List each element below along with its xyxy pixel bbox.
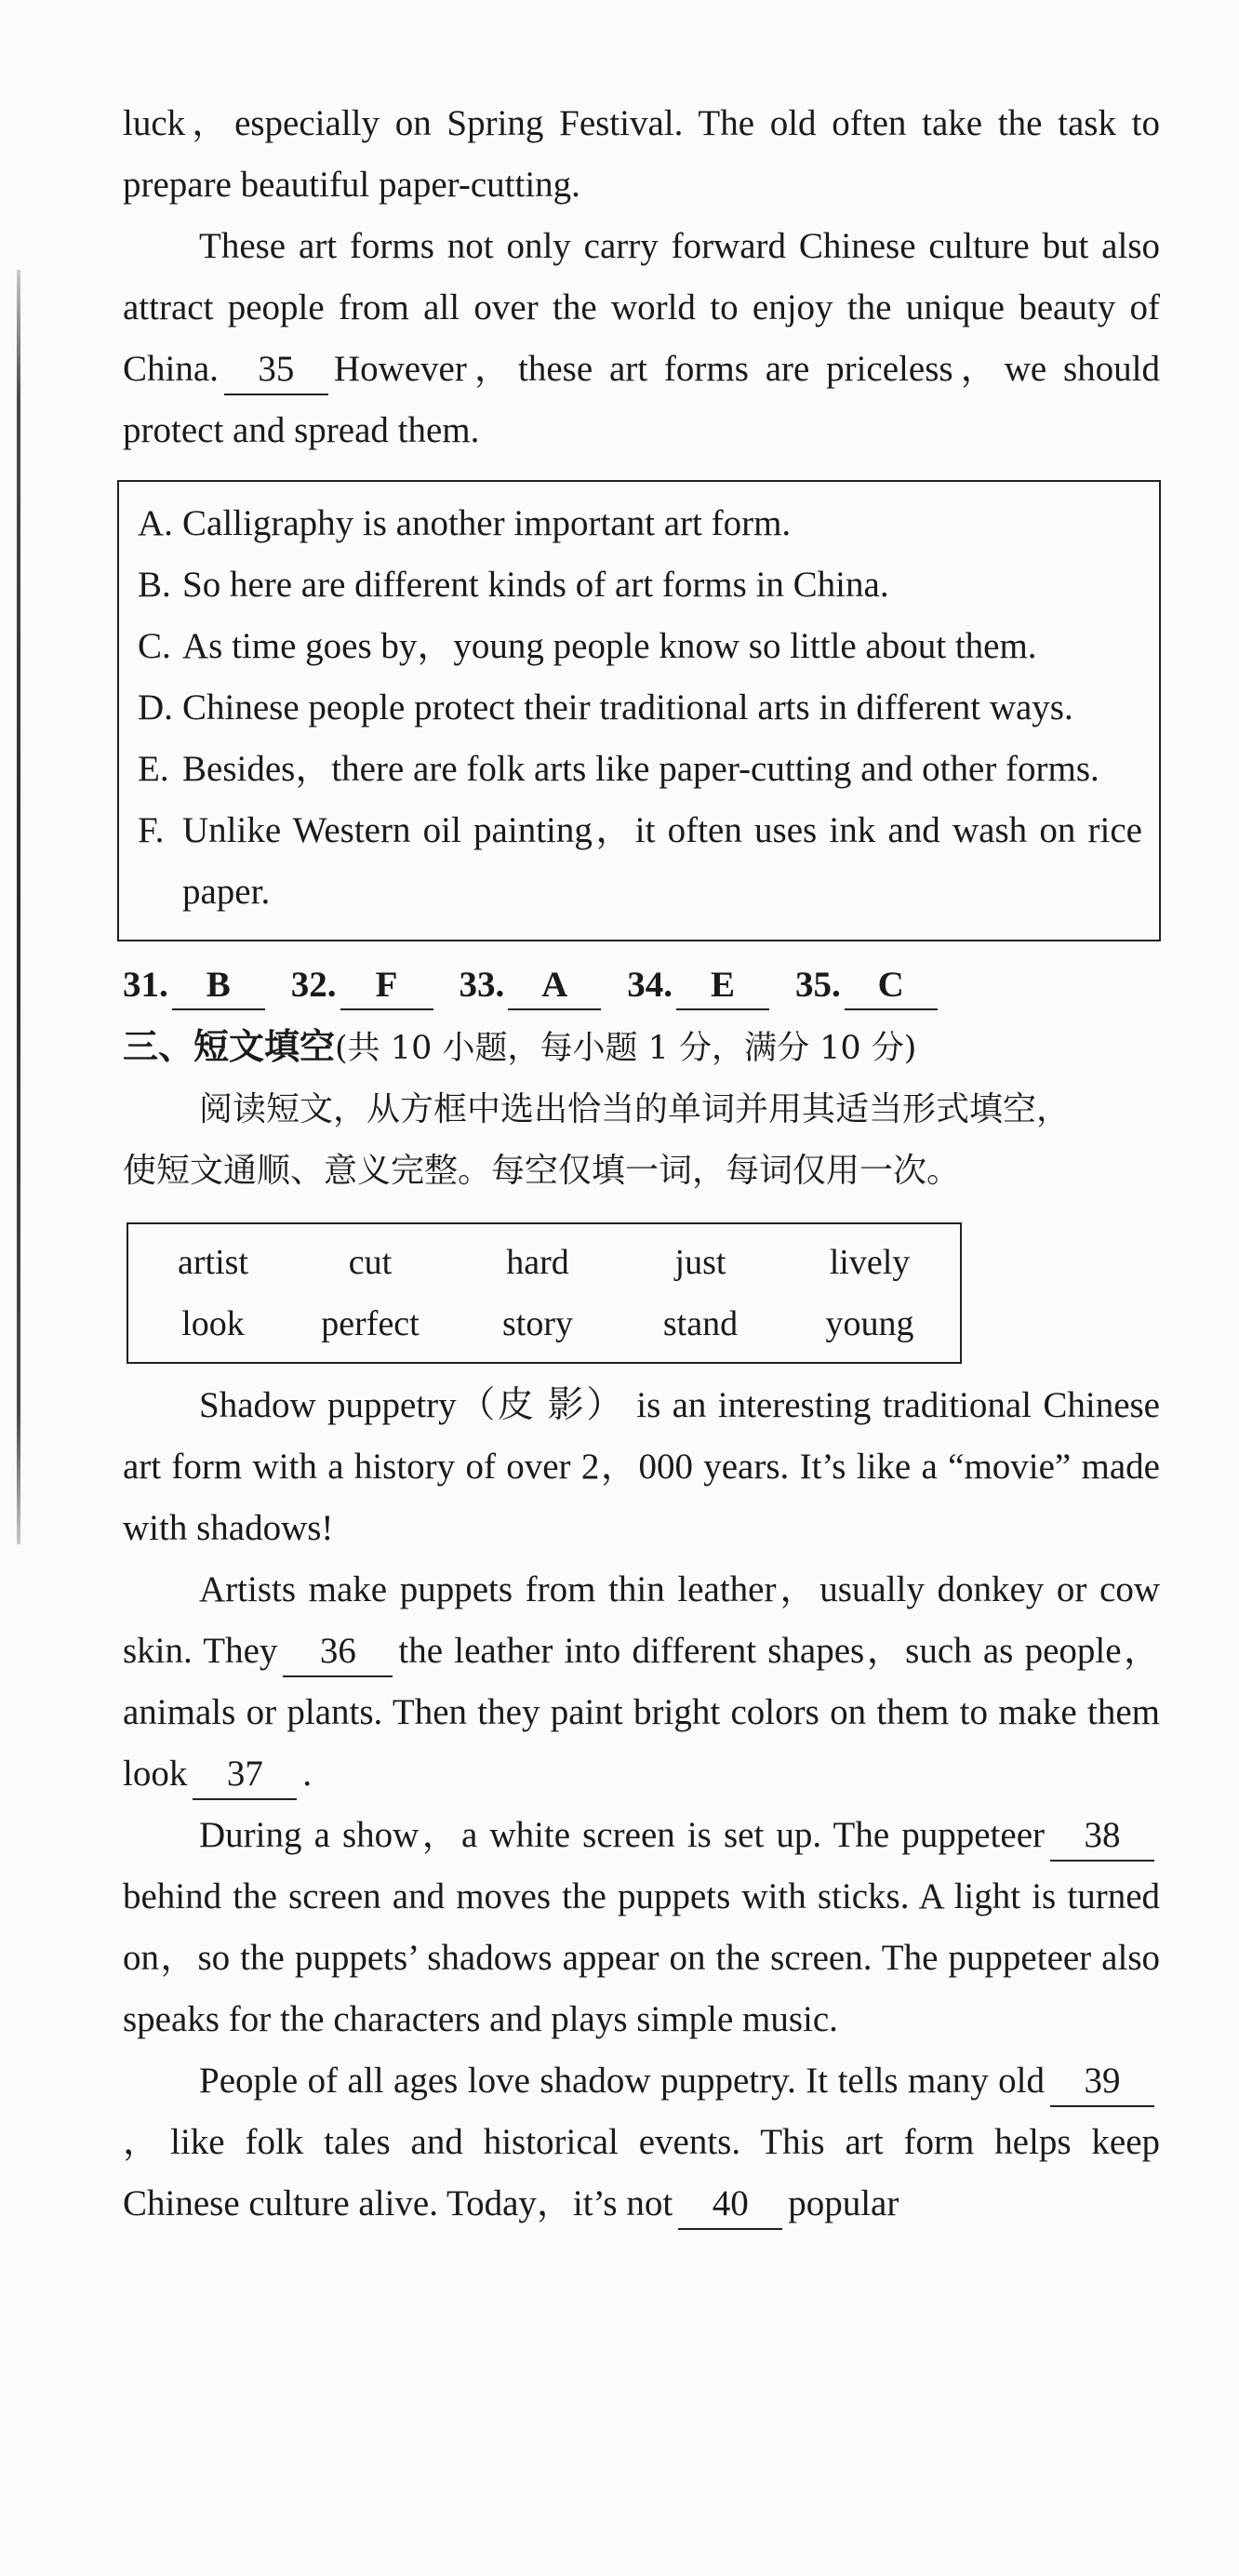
passage-text: the leather into different shapes，such as people，animals or plants. Then they paint bright colors on them to make them look [123, 1631, 1160, 1794]
binding-edge [17, 270, 20, 1544]
passage-paragraph-2 [123, 1559, 1160, 1805]
option-a [138, 493, 1142, 554]
answer-value[interactable]: A [508, 962, 601, 1010]
word-bank-item: artist [178, 1243, 248, 1282]
option-letter: D. [138, 687, 173, 727]
option-letter: E. [138, 749, 169, 789]
word-bank-item: stand [662, 1304, 739, 1343]
passage-paragraph-3 [123, 1805, 1160, 2050]
section-heading [123, 1016, 1160, 1079]
blank-37[interactable]: 37 [193, 1750, 297, 1800]
page-content [123, 93, 1160, 2235]
answer-value[interactable]: E [676, 962, 769, 1010]
word-bank-item: lively [829, 1243, 911, 1282]
option-text: Calligraphy is another important art form. [182, 503, 792, 543]
section-subtitle: (共 10 小题，每小题 1 分，满分 10 分) [335, 1030, 917, 1067]
answer-number: 35. [795, 965, 841, 1005]
passage-text: During a show，a white screen is set up. The puppeteer [199, 1815, 1045, 1855]
instruction-line-2: 使短文通顺、意义完整。每空仅填一词，每词仅用一次。 [123, 1152, 961, 1190]
option-text: Besides，there are folk arts like paper-cutting and other forms. [182, 749, 1099, 789]
intro-paragraph-2 [123, 216, 1160, 461]
answer-value[interactable]: F [340, 962, 433, 1010]
word-bank-item: just [674, 1243, 726, 1282]
option-d [138, 677, 1142, 739]
option-f [138, 800, 1142, 923]
option-letter: F. [138, 810, 165, 850]
option-b [138, 554, 1142, 616]
word-bank-item: cut [348, 1243, 393, 1282]
option-e [138, 739, 1142, 800]
passage-text: . [302, 1754, 313, 1794]
word-bank-item: look [181, 1304, 245, 1343]
blank-35[interactable]: 35 [224, 345, 328, 395]
passage-paragraph-4 [123, 2050, 1160, 2235]
answer-31 [123, 954, 265, 1016]
section-title: 三、短文填空 [123, 1026, 336, 1067]
blank-38[interactable]: 38 [1050, 1811, 1154, 1862]
blank-40[interactable]: 40 [678, 2180, 782, 2230]
passage-text: People of all ages love shadow puppetry. It tells many old [199, 2061, 1045, 2101]
option-c [138, 616, 1142, 677]
word-bank-item: hard [506, 1243, 569, 1282]
answer-33 [460, 954, 602, 1016]
answer-value[interactable]: C [845, 962, 938, 1010]
blank-36[interactable]: 36 [283, 1627, 393, 1677]
answer-number: 32. [290, 965, 337, 1005]
option-letter: A. [138, 503, 173, 543]
answer-number: 34. [627, 965, 673, 1005]
answer-number: 33. [459, 965, 505, 1005]
word-bank-row-2 [128, 1293, 960, 1355]
answer-number: 31. [123, 965, 168, 1005]
option-text: So here are different kinds of art forms in China. [182, 565, 889, 605]
word-bank-item: young [825, 1304, 914, 1343]
answer-35 [795, 954, 938, 1016]
option-text: As time goes by，young people know so little about them. [182, 626, 1037, 666]
answer-value[interactable]: B [172, 962, 265, 1010]
answer-32 [291, 954, 433, 1016]
word-bank-row-1 [128, 1232, 960, 1293]
option-letter: C. [138, 626, 171, 666]
passage-text: behind the screen and moves the puppets with sticks. A light is turned on，so the puppets’ shadows appear on the screen. The puppeteer also speaks for the characters and plays simple music. [123, 1876, 1160, 2039]
intro-paragraph-1: luck，especially on Spring Festival. The old often take the task to prepare beautiful paper-cutting. [123, 103, 1160, 205]
passage-text: Artists make puppets from thin leather，usually donkey or cow skin. They [123, 1569, 1160, 1671]
word-bank-item: story [502, 1304, 573, 1343]
option-text: Chinese people protect their traditional arts in different ways. [182, 687, 1073, 727]
option-letter: B. [138, 565, 171, 605]
passage-paragraph-1: Shadow puppetry（皮 影） is an interesting traditional Chinese art form with a history of over 2，000 years. It’s like a “movie” made with shadows! [123, 1385, 1160, 1548]
word-bank-item: perfect [321, 1304, 420, 1343]
options-box [117, 480, 1161, 941]
passage-text: ，like folk tales and historical events. This art form helps keep Chinese culture alive. Today，it’s not [123, 2122, 1160, 2223]
intro-p2-text-a: These art forms not only carry forward Chinese culture but also attract people from all over the world to enjoy the unique beauty of China. [123, 226, 1160, 389]
answer-row [123, 954, 1160, 1016]
intro-p2-text-b: However，these art forms are priceless，we should protect and spread them. [123, 349, 1160, 450]
option-text: Unlike Western oil painting，it often uses ink and wash on rice paper. [182, 810, 1142, 912]
answer-34 [627, 954, 769, 1016]
instruction-line-1: 阅读短文，从方框中选出恰当的单词并用其适当形式填空， [199, 1090, 1071, 1128]
passage-text: popular [788, 2183, 899, 2223]
word-bank-box [127, 1222, 962, 1364]
blank-39[interactable]: 39 [1050, 2057, 1154, 2107]
